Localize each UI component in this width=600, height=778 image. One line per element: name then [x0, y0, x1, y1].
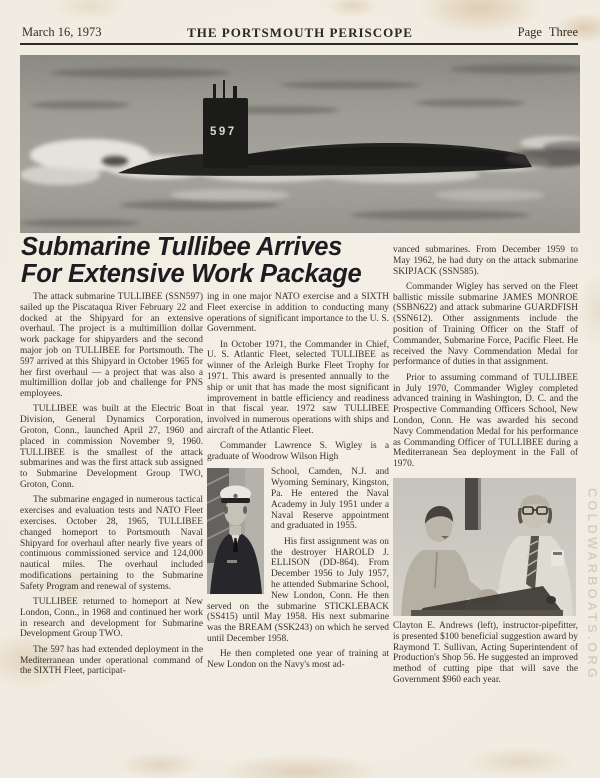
page-number: Page Three	[517, 25, 578, 39]
paragraph: In October 1971, the Commander in Chief, U. S. Atlantic Fleet, selected TULLIBEE as winner of the Arleigh Burke Fleet Trophy for 1971. This award is presented annually to the ship or unit that has made the most significant improvement in battle efficiency and readiness in that fiscal year. 1972 saw TULLIBEE involved in numerous operations with ships and aircraft of the Atlantic Fleet.	[207, 339, 389, 437]
masthead: THE PORTSMOUTH PERISCOPE	[187, 25, 413, 40]
paragraph: The 597 has had extended deployment in the Mediterranean under operational command of the SIXTH Fleet, participat-	[20, 644, 203, 677]
portrait-art	[207, 468, 264, 594]
award-presentation-photo	[393, 478, 576, 616]
paragraph: His first assignment was on the destroyer HAROLD J. ELLISON (DD-864). From December 1956 to July 1957, he attended Submarine School, New London, Conn. He then served on the submarine STICKLEBACK (SS415) until May 1958. His next submarine was the BREAM (SSK243) on which he served until December 1958.	[207, 536, 389, 644]
table-edge	[411, 610, 563, 616]
paragraph: He then completed one year of training at New London on the Navy's most ad-	[207, 649, 389, 670]
commander-wigley-portrait	[207, 468, 264, 594]
paragraph: Commander Lawrence S. Wigley is a graduate of Woodrow Wilson High	[207, 441, 389, 463]
paragraph: ing in one major NATO exercise and a SIXTH Fleet exercise in addition to conducting many operations of significant importance to the U. S. Government.	[207, 292, 389, 335]
paragraph: Commander Wigley has served on the Fleet ballistic missile submarine JAMES MONROE (SSBN622) and attack submarine GUARDFISH (SSN612). Other assignments include the position of Training Officer on the Staff of Commander, Submarine Force, Pacific Fleet. He received the Navy Commendation Medal for performance of duties in that assignment.	[393, 281, 578, 368]
paragraph: TULLIBEE returned to homeport at New London, Conn., in 1968 and continued her work in research and development for Submarine Development Group TWO.	[20, 597, 203, 640]
headline-line-2: For Extensive Work Package	[21, 260, 362, 288]
photo-caption: Clayton E. Andrews (left), instructor-pipefitter, is presented $100 beneficial suggestion award by Raymond T. Sullivan, Acting Superintendent of Production's Shop 56. He suggested an improved method of cutting pipe that will save the Government $960 each year.	[393, 620, 578, 685]
paragraph: The submarine engaged in numerous tactical exercises and evaluation tests and NATO Fleet exercises. October 28, 1965, TULLIBEE changed homeport to Portsmouth Naval Shipyard for overhaul after nearly five years of continuous commissioned service and 124,000 nautical miles. The overhaul included modifications pertaining to the Submarine Safety Program and renewal of systems.	[20, 495, 203, 592]
paragraph: The attack submarine TULLIBEE (SSN597) sailed up the Piscataqua River February 22 and docked at the Shipyard for an extensive overhaul. The project is a multimillion dollar work package for shipyarders and the second major job on TULLIBEE for Portsmouth. The 597 arrived at this Shipyard in October 1965 for her first overhaul — a project that was also a multimillion dollar job and challenge for PNS employees.	[20, 292, 203, 400]
insignia	[227, 560, 237, 563]
submarine-photo	[20, 55, 580, 233]
article-column-1	[20, 292, 203, 677]
headline	[21, 234, 406, 288]
issue-date: March 16, 1973	[22, 25, 102, 39]
article-column-3	[393, 245, 578, 690]
paragraph: School, Camden, N.J. and Wyoming Seminary, Kingston, Pa. He entered the Naval Academy in July 1951 under a Naval Reserve appointment and graduated in 1955.	[271, 467, 389, 532]
paragraph: TULLIBEE was built at the Electric Boat Division, General Dynamics Corporation, Groton, Conn., launched April 27, 1960 and placed in commission November 9, 1960. TULLIBEE is the smallest of the attack submarines and was the first attack sub assigned to Submarine Development Group TWO, Groton, Conn.	[20, 404, 203, 491]
article-column-2	[207, 292, 389, 671]
door-frame	[465, 478, 478, 530]
hull-number: 597	[210, 126, 237, 138]
award-photo-art	[393, 478, 576, 616]
submarine-photo-art	[20, 55, 580, 233]
headline-line-1: Submarine Tullibee Arrives	[21, 233, 342, 261]
watermark: COLDWARBOATS.ORG	[585, 488, 600, 681]
header-rule	[20, 43, 578, 45]
paragraph: vanced submarines. From December 1959 to May 1962, he had duty on the attack submarine SKIPJACK (SSN585).	[393, 245, 578, 277]
paragraph: Prior to assuming command of TULLIBEE in July 1970, Commander Wigley completed advanced training in Washington, D. C. and the Prospective Commanding Officers School, New London, Conn. He was awarded his second Navy Commendation Medal for his performance as Commanding Officer of TULLIBEE during a Mediterranean Sea deployment in the Fall of 1970.	[393, 372, 578, 470]
